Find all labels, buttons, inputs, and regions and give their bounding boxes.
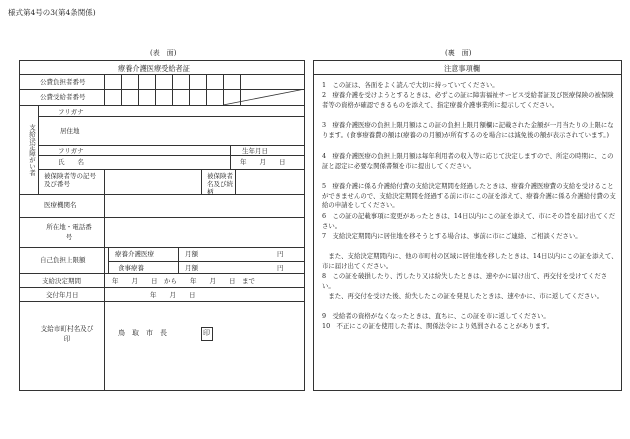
note-item: 9 受給者の資格がなくなったときは、直ちに、この証を市に返してください。 xyxy=(322,312,550,320)
birth-date-value: 年 月 日 xyxy=(240,158,286,166)
address-label: 居住地 xyxy=(60,127,80,135)
note-item: また、再交付を受けた後、紛失したこの証を発見したときは、速やかに、市に返してください。 xyxy=(322,292,604,300)
front-side-label: (表 面) xyxy=(150,49,177,57)
card-title: 療養介護医療受給者証 xyxy=(118,64,190,73)
note-item: 4 療養介護医療の負担上限月額は毎年利用者の収入等に応じて決定しますので、所定の時期に、この証と認定に必要な関係書類を市に提出してください。 xyxy=(322,152,614,170)
note-item: 8 この証を破損したり、汚したり又は紛失したときは、速やかに届け出て、再交付を受けてください。 xyxy=(322,272,608,290)
seal-mark: 印 xyxy=(203,329,210,337)
self-pay-limit-label: 自己負担上限額 xyxy=(40,256,86,264)
issue-date-value: 年 月 日 xyxy=(150,291,196,299)
note-item: 2 療養介護を受けようとするときは、必ずこの証に障害福祉サービス受給者証及び医療保険の被保険者等の資格が確認できるものを添えて、指定療養介護事業所に提示してください。 xyxy=(322,91,614,109)
divider xyxy=(230,145,231,169)
unused-cells-strike xyxy=(223,89,305,105)
divider xyxy=(104,169,105,273)
recipient-side-label: 支給決定障がい者 xyxy=(28,124,36,176)
period-label: 支給決定期間 xyxy=(42,277,81,285)
divider xyxy=(104,74,105,105)
divider xyxy=(19,301,305,302)
recipient-number-label: 公費受給者番号 xyxy=(40,93,86,101)
form-number: 様式第4号の3(第4条関係) xyxy=(8,8,96,17)
furigana-label-2: フリガナ xyxy=(58,147,84,155)
divider xyxy=(38,145,305,146)
note-item: 5 療養介護に係る介護給付費の支給決定期間を経過したときは、療養介護医療費の支給を受けることができませんので、支給決定期間を経過する前に市にこの証を添えて、療養介護に係る介護給付費の支給の申請をしてください。 xyxy=(322,182,616,210)
divider xyxy=(104,273,105,301)
back-side-label: (裏 面) xyxy=(445,49,472,57)
divider xyxy=(19,217,305,218)
note-item: 1 この証は、各面をよく読んで大切に持っていてください。 xyxy=(322,81,499,89)
divider xyxy=(19,74,305,75)
municipality-value: 鳥 取 市 長 xyxy=(118,329,167,337)
seal-box xyxy=(201,327,213,341)
divider xyxy=(19,273,305,274)
note-item: 10 不正にこの証を使用した者は、関係法令により処罰されることがあります。 xyxy=(322,322,554,330)
yen-label-1: 円 xyxy=(277,250,284,258)
divider xyxy=(104,301,105,391)
insured-name-label: 被保険者名及び続柄 xyxy=(207,172,233,196)
monthly-label-1: 月額 xyxy=(185,250,198,258)
divider xyxy=(19,105,305,106)
divider xyxy=(313,74,622,75)
municipality-label: 支給市町村名及び印 xyxy=(40,325,94,343)
birth-date-label: 生年月日 xyxy=(242,147,268,155)
furigana-label-1: フリガナ xyxy=(58,108,84,116)
divider xyxy=(38,105,39,194)
divider xyxy=(201,169,202,194)
divider xyxy=(38,169,305,170)
note-item: 6 この証の記載事項に変更があったときは、14日以内にこの証を添えて、市にその旨を届け出てください。 xyxy=(322,212,616,230)
institution-address-label: 所在地・電話番号 xyxy=(46,223,92,241)
notes-title: 注意事項欄 xyxy=(444,64,480,73)
divider xyxy=(19,287,305,288)
note-item: 3 療養介護医療の負担上限月額はこの証の負担上限月額欄に記載された金額が一月当たりの上限になります。(食事療養費の額は(療養のの月額)が所有するのを場合には減免後の額が表示されています。) xyxy=(322,121,614,139)
divider xyxy=(108,261,305,262)
divider xyxy=(235,169,236,194)
divider xyxy=(108,247,109,273)
period-value: 年 月 日 から 年 月 日 まで xyxy=(112,277,255,285)
yen-label-2: 円 xyxy=(277,264,284,272)
divider xyxy=(19,247,305,248)
monthly-label-2: 月額 xyxy=(185,264,198,272)
insured-symbol-label: 被保険者等の記号及び番号 xyxy=(44,172,96,188)
issue-date-label: 交付年月日 xyxy=(46,291,79,299)
meal-label: 食事療養 xyxy=(118,264,144,272)
name-label: 氏 名 xyxy=(58,158,84,166)
medical-care-label: 療養介護医療 xyxy=(115,250,154,258)
note-item: 7 支給決定期間内に居住地を移そうとする場合は、事前に市にご連絡、ご相談ください。 xyxy=(322,232,582,240)
payer-number-label: 公費負担者番号 xyxy=(40,78,86,86)
note-item: また、支給決定期間内に、他の市町村の区域に居住地を移したときは、14日以内にこの証を添えて、市に届け出てください。 xyxy=(322,252,618,270)
divider xyxy=(19,194,305,195)
medical-institution-label: 医療機関名 xyxy=(44,201,77,209)
divider xyxy=(178,247,179,273)
